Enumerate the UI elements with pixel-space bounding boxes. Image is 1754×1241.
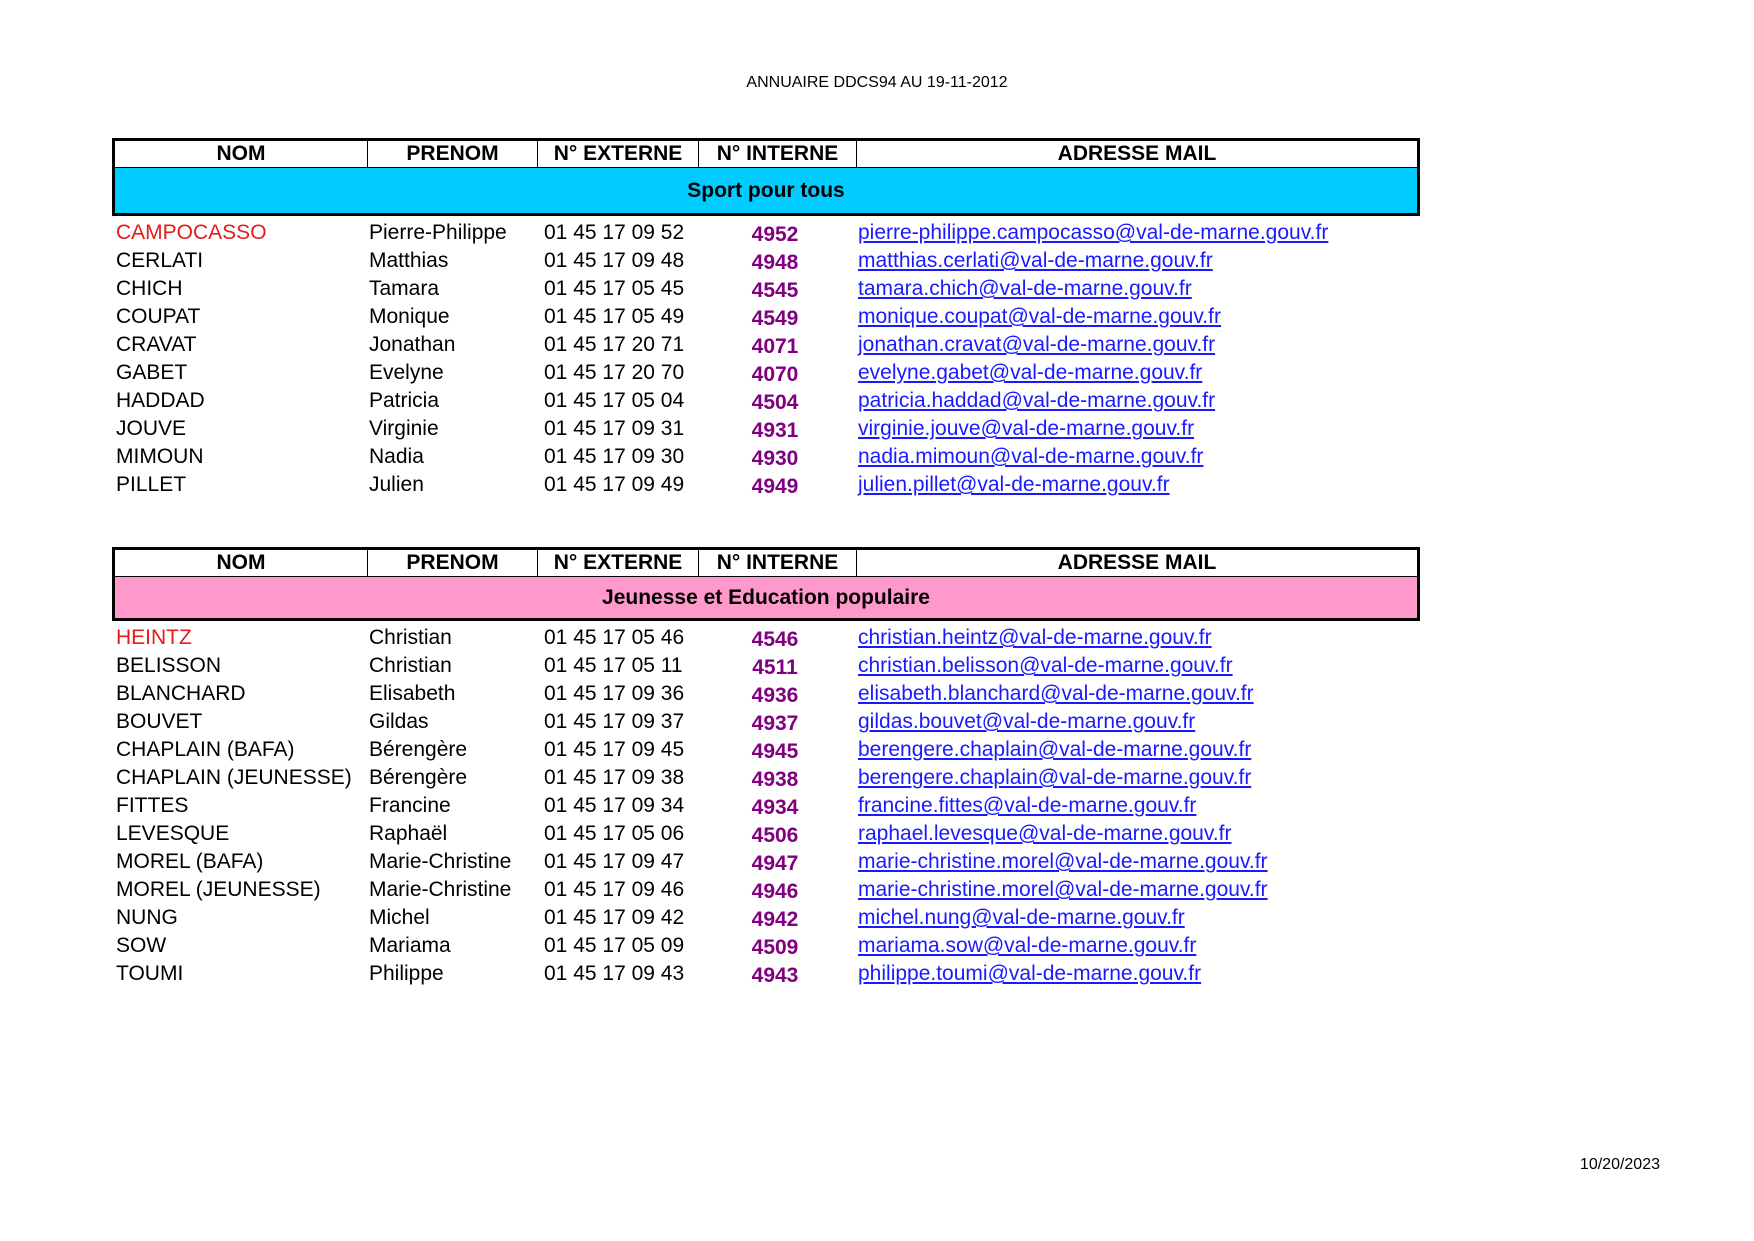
cell-mail [854, 333, 1420, 357]
header-interne: N° INTERNE [699, 550, 857, 576]
cell-interne: 4947 [751, 852, 799, 875]
cell-mail [854, 417, 1420, 441]
email-link[interactable]: gildas.bouvet@val-de-marne.gouv.fr [858, 710, 1196, 733]
email-link[interactable]: monique.coupat@val-de-marne.gouv.fr [858, 305, 1221, 328]
cell-externe: 01 45 17 20 71 [544, 333, 685, 356]
table-row [112, 792, 1420, 820]
table-row [112, 904, 1420, 932]
cell-interne: 4511 [752, 656, 798, 679]
cell-mail [854, 822, 1420, 846]
table-row [112, 331, 1420, 359]
cell-prenom: Mariama [369, 934, 451, 957]
cell-prenom: Marie-Christine [369, 878, 512, 901]
cell-interne: 4506 [751, 824, 799, 847]
table-row [112, 624, 1420, 652]
cell-externe: 01 45 17 05 09 [544, 934, 685, 957]
cell-nom: CHAPLAIN (JEUNESSE) [116, 766, 352, 789]
cell-nom: CHICH [116, 277, 183, 300]
cell-mail [854, 710, 1420, 734]
cell-mail [854, 445, 1420, 469]
section-band-sport: Sport pour tous [112, 168, 1420, 216]
cell-mail [854, 221, 1420, 245]
cell-nom: BELISSON [116, 654, 222, 677]
cell-prenom: Raphaël [369, 822, 448, 845]
cell-nom: MIMOUN [116, 445, 204, 468]
cell-externe: 01 45 17 09 48 [544, 249, 685, 272]
cell-prenom: Michel [369, 906, 430, 929]
cell-nom: SOW [116, 934, 167, 957]
cell-interne: 4504 [751, 391, 799, 414]
footer-date: 10/20/2023 [1579, 1156, 1660, 1173]
section-jeunesse [112, 547, 1420, 988]
cell-interne: 4070 [751, 363, 799, 386]
cell-externe: 01 45 17 09 38 [544, 766, 685, 789]
cell-externe: 01 45 17 20 70 [544, 361, 685, 384]
cell-prenom: Francine [369, 794, 451, 817]
cell-nom: CAMPOCASSO [116, 221, 267, 244]
cell-interne: 4931 [751, 419, 799, 442]
cell-externe: 01 45 17 05 45 [544, 277, 685, 300]
header-externe: N° EXTERNE [538, 550, 699, 576]
cell-mail [854, 361, 1420, 385]
table-header [112, 547, 1420, 577]
cell-externe: 01 45 17 05 46 [544, 626, 685, 649]
cell-mail [854, 249, 1420, 273]
cell-externe: 01 45 17 09 46 [544, 878, 685, 901]
cell-externe: 01 45 17 09 36 [544, 682, 685, 705]
cell-interne: 4943 [751, 964, 799, 987]
cell-externe: 01 45 17 09 37 [544, 710, 685, 733]
cell-externe: 01 45 17 09 47 [544, 850, 685, 873]
table-row [112, 960, 1420, 988]
cell-nom: TOUMI [116, 962, 184, 985]
cell-prenom: Patricia [369, 389, 440, 412]
cell-prenom: Tamara [369, 277, 440, 300]
table-row [112, 443, 1420, 471]
cell-externe: 01 45 17 05 06 [544, 822, 685, 845]
cell-prenom: Julien [369, 473, 424, 496]
cell-mail [854, 934, 1420, 958]
cell-interne: 4934 [751, 796, 799, 819]
email-link[interactable]: nadia.mimoun@val-de-marne.gouv.fr [858, 445, 1204, 468]
cell-nom: HADDAD [116, 389, 205, 412]
cell-interne: 4938 [751, 768, 799, 791]
cell-mail [854, 878, 1420, 902]
table-row [112, 247, 1420, 275]
table-row [112, 415, 1420, 443]
table-row [112, 876, 1420, 904]
cell-externe: 01 45 17 05 04 [544, 389, 685, 412]
cell-interne: 4930 [751, 447, 799, 470]
email-link[interactable]: marie-christine.morel@val-de-marne.gouv.fr [858, 850, 1268, 873]
cell-externe: 01 45 17 09 45 [544, 738, 685, 761]
cell-prenom: Bérengère [369, 738, 468, 761]
cell-interne: 4942 [751, 908, 799, 931]
email-link[interactable]: jonathan.cravat@val-de-marne.gouv.fr [858, 333, 1216, 356]
table-row [112, 680, 1420, 708]
cell-prenom: Philippe [369, 962, 444, 985]
cell-mail [854, 906, 1420, 930]
cell-prenom: Matthias [369, 249, 449, 272]
cell-nom: BOUVET [116, 710, 203, 733]
table-row [112, 387, 1420, 415]
rows-container [112, 219, 1420, 499]
email-link[interactable]: michel.nung@val-de-marne.gouv.fr [858, 906, 1185, 929]
header-nom: NOM [115, 550, 368, 576]
header-externe: N° EXTERNE [538, 141, 699, 167]
cell-externe: 01 45 17 09 43 [544, 962, 685, 985]
cell-prenom: Bérengère [369, 766, 468, 789]
email-link[interactable]: berengere.chaplain@val-de-marne.gouv.fr [858, 766, 1252, 789]
cell-prenom: Christian [369, 654, 452, 677]
cell-mail [854, 305, 1420, 329]
cell-mail [854, 277, 1420, 301]
cell-mail [854, 738, 1420, 762]
header-prenom: PRENOM [368, 141, 538, 167]
cell-prenom: Evelyne [369, 361, 444, 384]
email-link[interactable]: evelyne.gabet@val-de-marne.gouv.fr [858, 361, 1203, 384]
cell-nom: HEINTZ [116, 626, 192, 649]
cell-interne: 4071 [751, 335, 799, 358]
cell-mail [854, 850, 1420, 874]
cell-nom: FITTES [116, 794, 189, 817]
cell-externe: 01 45 17 09 52 [544, 221, 685, 244]
email-link[interactable]: elisabeth.blanchard@val-de-marne.gouv.fr [858, 682, 1254, 705]
table-row [112, 275, 1420, 303]
cell-externe: 01 45 17 05 49 [544, 305, 685, 328]
table-row [112, 764, 1420, 792]
cell-nom: MOREL (JEUNESSE) [116, 878, 321, 901]
table-row [112, 303, 1420, 331]
table-row [112, 359, 1420, 387]
cell-mail [854, 794, 1420, 818]
cell-externe: 01 45 17 09 30 [544, 445, 685, 468]
cell-externe: 01 45 17 09 42 [544, 906, 685, 929]
header-mail: ADRESSE MAIL [1057, 551, 1217, 574]
cell-prenom: Monique [369, 305, 450, 328]
email-link[interactable]: patricia.haddad@val-de-marne.gouv.fr [858, 389, 1216, 412]
table-row [112, 652, 1420, 680]
cell-nom: BLANCHARD [116, 682, 246, 705]
email-link[interactable]: tamara.chich@val-de-marne.gouv.fr [858, 277, 1192, 300]
cell-interne: 4952 [751, 223, 799, 246]
table-row [112, 848, 1420, 876]
table-row [112, 736, 1420, 764]
cell-prenom: Gildas [369, 710, 429, 733]
email-link[interactable]: philippe.toumi@val-de-marne.gouv.fr [858, 962, 1202, 985]
cell-nom: CRAVAT [116, 333, 197, 356]
cell-interne: 4936 [751, 684, 799, 707]
cell-nom: CERLATI [116, 249, 204, 272]
header-nom: NOM [115, 141, 368, 167]
cell-nom: COUPAT [116, 305, 201, 328]
email-link[interactable]: pierre-philippe.campocasso@val-de-marne.gouv.fr [858, 221, 1329, 244]
cell-mail [854, 766, 1420, 790]
cell-prenom: Virginie [369, 417, 439, 440]
cell-interne: 4509 [751, 936, 799, 959]
cell-nom: PILLET [116, 473, 187, 496]
email-link[interactable]: julien.pillet@val-de-marne.gouv.fr [858, 473, 1170, 496]
header-mail: ADRESSE MAIL [1057, 142, 1217, 165]
email-link[interactable]: francine.fittes@val-de-marne.gouv.fr [858, 794, 1197, 817]
document-title: ANNUAIRE DDCS94 AU 19-11-2012 [746, 74, 1008, 91]
email-link[interactable]: mariama.sow@val-de-marne.gouv.fr [858, 934, 1197, 957]
email-link[interactable]: berengere.chaplain@val-de-marne.gouv.fr [858, 738, 1252, 761]
table-row [112, 820, 1420, 848]
cell-nom: NUNG [116, 906, 178, 929]
cell-interne: 4949 [751, 475, 799, 498]
email-link[interactable]: virginie.jouve@val-de-marne.gouv.fr [858, 417, 1195, 440]
table-row [112, 219, 1420, 247]
cell-nom: GABET [116, 361, 188, 384]
email-link[interactable]: christian.belisson@val-de-marne.gouv.fr [858, 654, 1233, 677]
cell-interne: 4945 [751, 740, 799, 763]
cell-prenom: Marie-Christine [369, 850, 512, 873]
rows-container [112, 624, 1420, 988]
cell-mail [854, 654, 1420, 678]
email-link[interactable]: matthias.cerlati@val-de-marne.gouv.fr [858, 249, 1213, 272]
email-link[interactable]: raphael.levesque@val-de-marne.gouv.fr [858, 822, 1232, 845]
cell-nom: LEVESQUE [116, 822, 230, 845]
table-header [112, 138, 1420, 168]
cell-mail [854, 626, 1420, 650]
cell-prenom: Nadia [369, 445, 424, 468]
table-row [112, 708, 1420, 736]
email-link[interactable]: marie-christine.morel@val-de-marne.gouv.fr [858, 878, 1268, 901]
table-row [112, 932, 1420, 960]
cell-mail [854, 682, 1420, 706]
cell-prenom: Christian [369, 626, 452, 649]
cell-interne: 4546 [751, 628, 799, 651]
cell-interne: 4948 [751, 251, 799, 274]
cell-nom: JOUVE [116, 417, 187, 440]
table-row [112, 471, 1420, 499]
section-band-jeunesse: Jeunesse et Education populaire [112, 577, 1420, 621]
cell-externe: 01 45 17 09 31 [544, 417, 685, 440]
header-prenom: PRENOM [368, 550, 538, 576]
cell-externe: 01 45 17 05 11 [544, 654, 683, 677]
cell-nom: MOREL (BAFA) [116, 850, 264, 873]
cell-interne: 4545 [751, 279, 799, 302]
cell-prenom: Elisabeth [369, 682, 456, 705]
cell-interne: 4549 [751, 307, 799, 330]
cell-mail [854, 389, 1420, 413]
cell-nom: CHAPLAIN (BAFA) [116, 738, 295, 761]
cell-interne: 4937 [751, 712, 799, 735]
section-sport [112, 138, 1420, 499]
cell-interne: 4946 [751, 880, 799, 903]
cell-prenom: Jonathan [369, 333, 456, 356]
cell-externe: 01 45 17 09 49 [544, 473, 685, 496]
header-interne: N° INTERNE [699, 141, 857, 167]
cell-prenom: Pierre-Philippe [369, 221, 507, 244]
cell-externe: 01 45 17 09 34 [544, 794, 685, 817]
email-link[interactable]: christian.heintz@val-de-marne.gouv.fr [858, 626, 1212, 649]
cell-mail [854, 962, 1420, 986]
cell-mail [854, 473, 1420, 497]
